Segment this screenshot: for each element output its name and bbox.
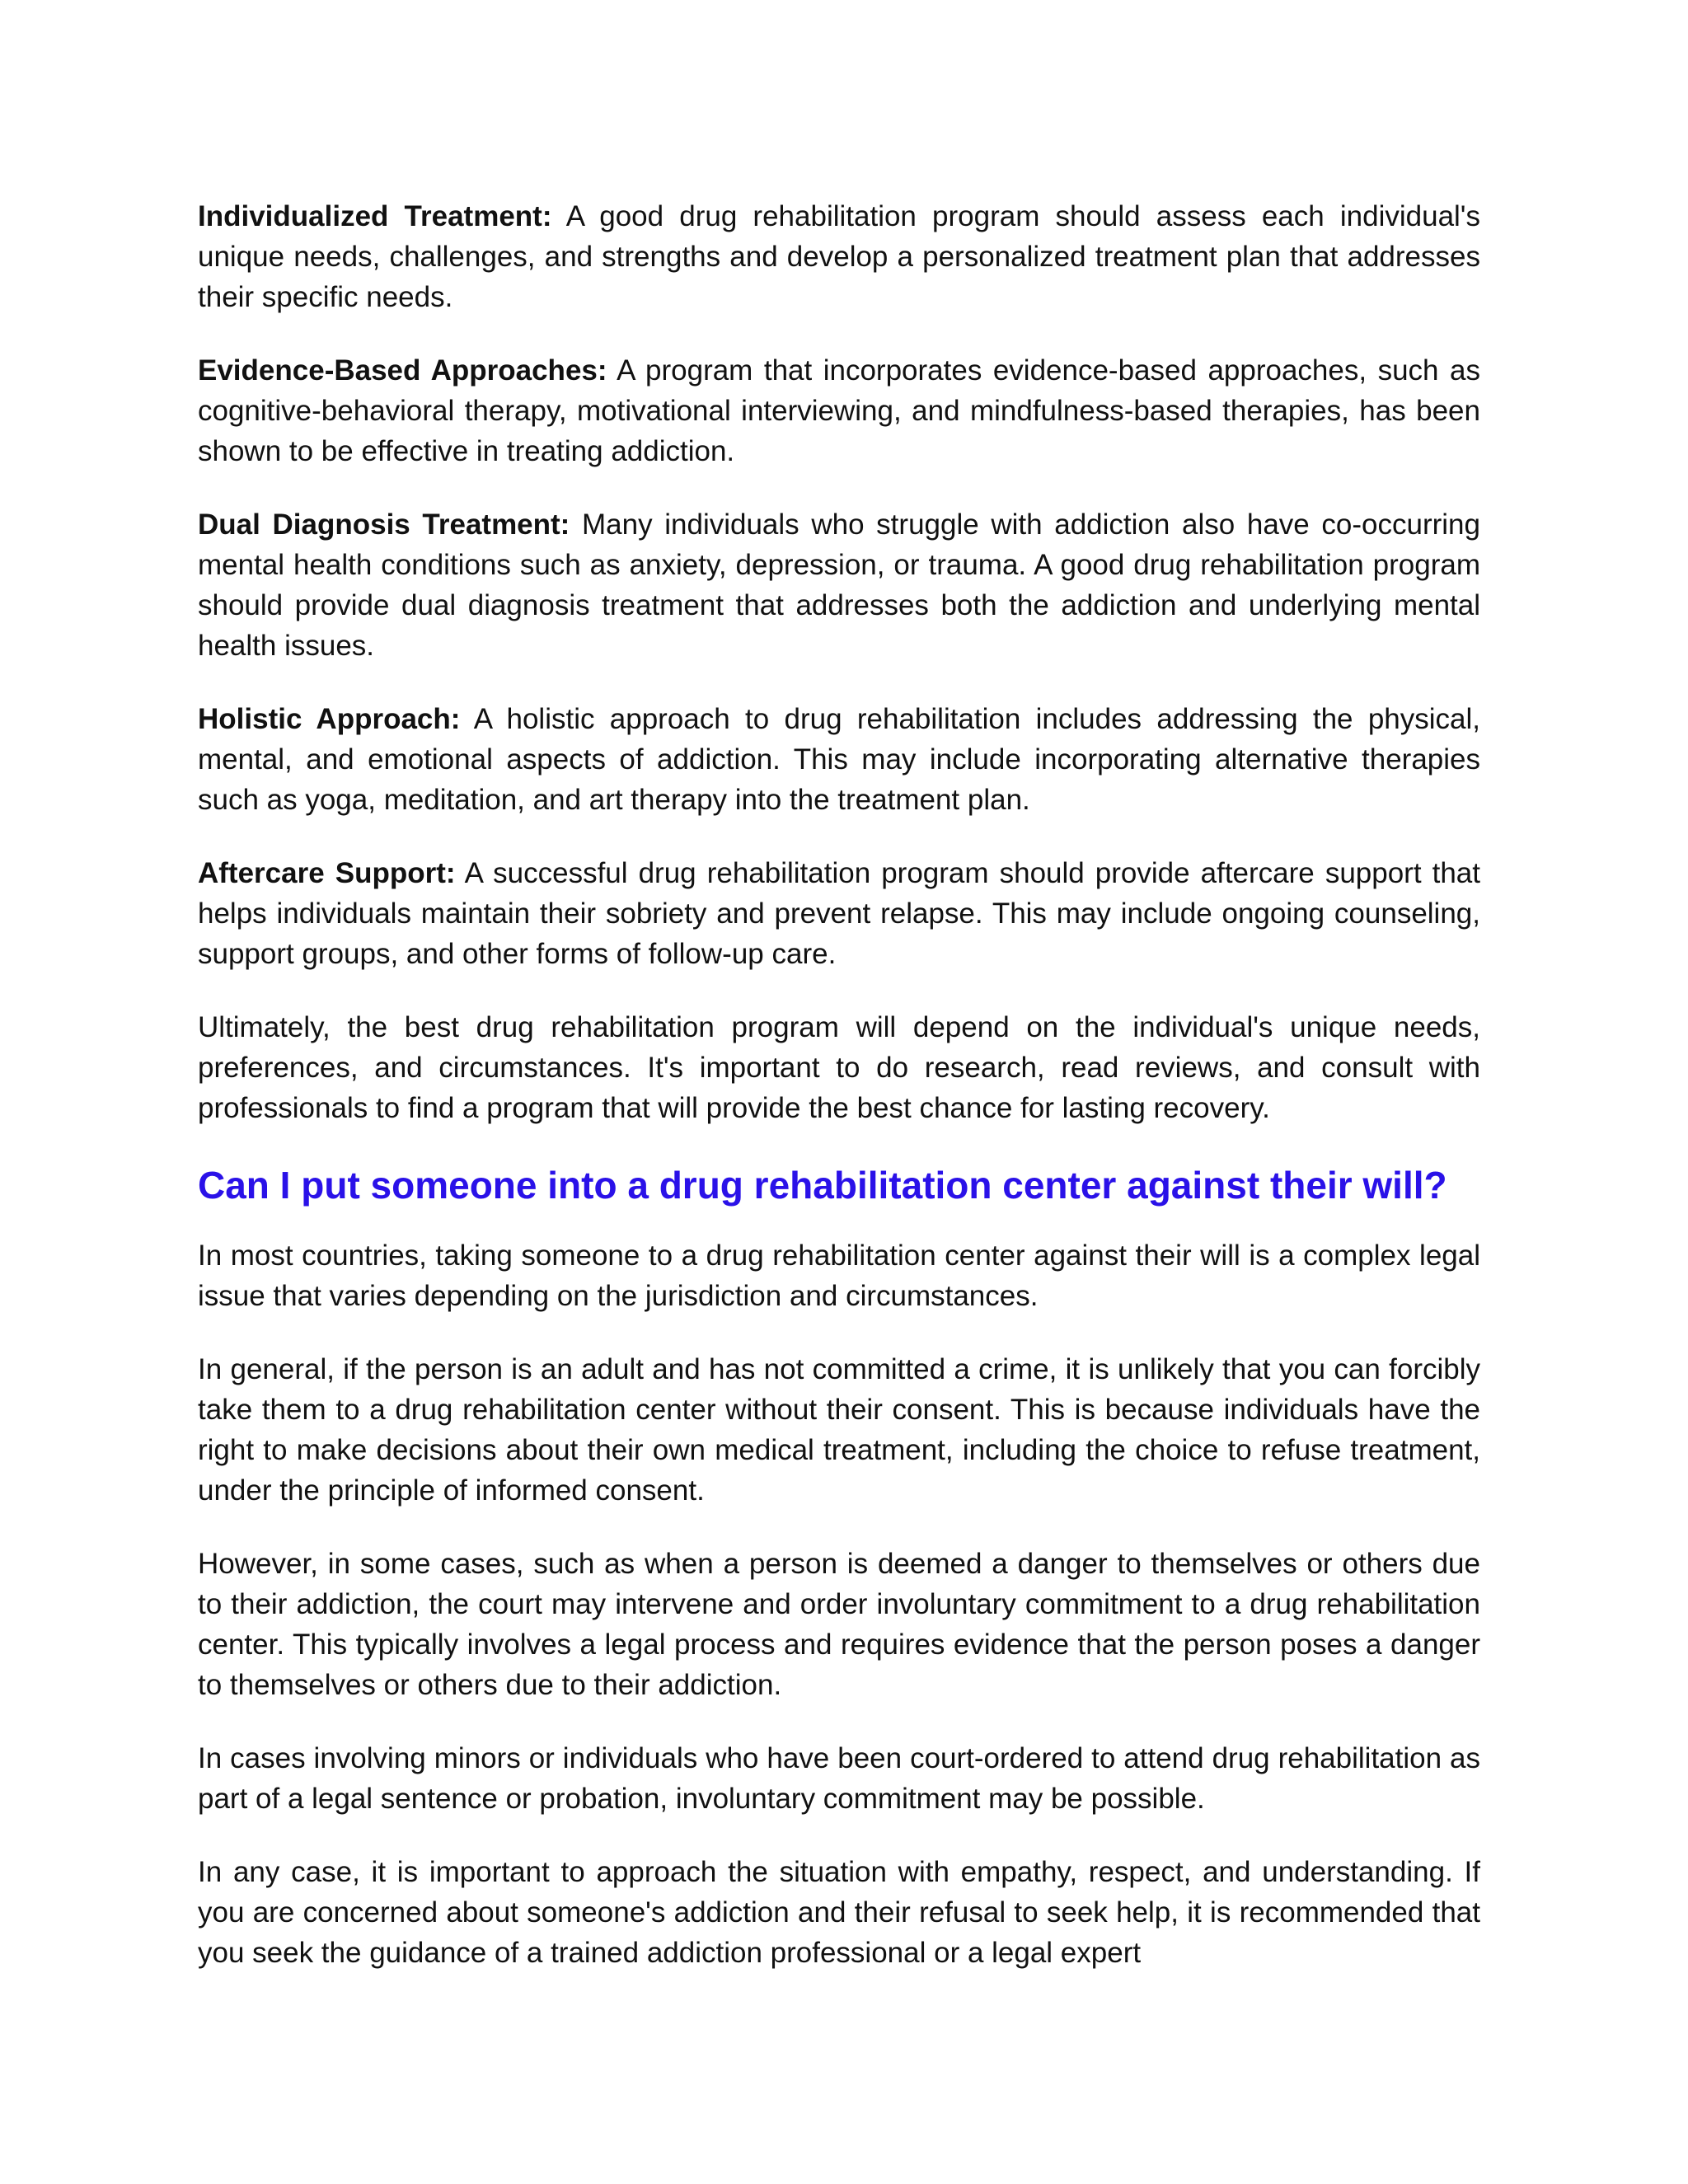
term-description: Many individuals who struggle with addiction also have co-occurring mental health conditions such as anxiety, depression, or trauma. A good drug rehabilitation program should provide dual diagnosis treatment that addresses both the addiction and underlying mental health issues.	[198, 509, 1480, 662]
answer-paragraph: In cases involving minors or individuals who have been court-ordered to attend drug rehabilitation as part of a legal sentence or probation, involuntary commitment may be possible.	[198, 1742, 1480, 1815]
answer-paragraph: In any case, it is important to approach the situation with empathy, respect, and understanding. If you are concerned about someone's addiction and their refusal to seek help, it is recommended that you seek the guidance of a trained addiction professional or a legal expert	[198, 1856, 1480, 1969]
term-label: Evidence-Based Approaches:	[198, 354, 607, 387]
answer-paragraph: In most countries, taking someone to a drug rehabilitation center against their will is a complex legal issue that varies depending on the jurisdiction and circumstances.	[198, 1240, 1480, 1312]
term-label: Aftercare Support:	[198, 857, 456, 889]
section-evidence-based-approaches	[198, 350, 1480, 471]
section-heading: Can I put someone into a drug rehabilitation center against their will?	[198, 1164, 1447, 1207]
term-label: Individualized Treatment:	[198, 200, 552, 232]
answer-paragraph: However, in some cases, such as when a person is deemed a danger to themselves or others due to their addiction, the court may intervene and order involuntary commitment to a drug rehabilitation center. This typically involves a legal process and requires evidence that the person poses a danger to themselves or others due to their addiction.	[198, 1548, 1480, 1701]
term-description: A successful drug rehabilitation program should provide aftercare support that helps individuals maintain their sobriety and prevent relapse. This may include ongoing counseling, support groups, and other forms of follow-up care.	[198, 857, 1480, 970]
term-description: A good drug rehabilitation program should assess each individual's unique needs, challenges, and strengths and develop a personalized treatment plan that addresses their specific needs.	[198, 200, 1480, 313]
term-description: A program that incorporates evidence-based approaches, such as cognitive-behavioral therapy, motivational interviewing, and mindfulness-based therapies, has been shown to be effective in treating addiction.	[198, 354, 1480, 467]
term-label: Holistic Approach:	[198, 703, 461, 735]
section-aftercare-support	[198, 853, 1480, 974]
section-individualized-treatment	[198, 196, 1480, 317]
section-dual-diagnosis-treatment	[198, 504, 1480, 666]
section-holistic-approach	[198, 699, 1480, 820]
answer-paragraph: In general, if the person is an adult and has not committed a crime, it is unlikely that you can forcibly take them to a drug rehabilitation center without their consent. This is because individuals have the right to make decisions about their own medical treatment, including the choice to refuse treatment, under the principle of informed consent.	[198, 1353, 1480, 1507]
term-description: A holistic approach to drug rehabilitation includes addressing the physical, mental, and emotional aspects of addiction. This may include incorporating alternative therapies such as yoga, meditation, and art therapy into the treatment plan.	[198, 703, 1480, 816]
document-page	[198, 196, 1480, 2006]
conclusion-paragraph: Ultimately, the best drug rehabilitation program will depend on the individual's unique needs, preferences, and circumstances. It's important to do research, read reviews, and consult with professionals to find a program that will provide the best chance for lasting recovery.	[198, 1011, 1480, 1124]
term-label: Dual Diagnosis Treatment:	[198, 509, 570, 541]
